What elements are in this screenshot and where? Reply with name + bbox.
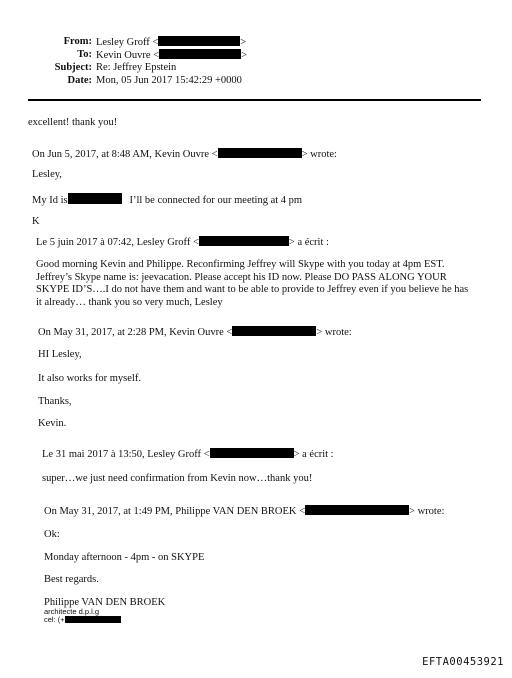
quote-header-text: Le 31 mai 2017 à 13:50, Lesley Groff < [42, 449, 210, 460]
reply-text: excellent! thank you! [28, 117, 118, 128]
kevin-may-line: It also works for myself. [38, 373, 141, 384]
philippe-ok: Ok: [44, 529, 60, 540]
from-close: > [240, 37, 247, 48]
id-suffix: I’ll be connected for our meeting at 4 pm [129, 195, 303, 206]
header-divider [28, 99, 481, 101]
quote-header-text: On Jun 5, 2017, at 8:48 AM, Kevin Ouvre < [32, 149, 218, 160]
philippe-cel [44, 616, 121, 624]
from-name: Lesley Groff < [96, 37, 159, 48]
to-close: > [241, 50, 247, 61]
cel-prefix: cel: (+ [44, 615, 65, 624]
kevin-may-sign: Kevin. [38, 418, 67, 429]
to-label: To: [77, 49, 92, 60]
date-value: Mon, 05 Jun 2017 15:42:29 +0000 [96, 75, 242, 86]
document-stamp: EFTA00453921 [422, 656, 504, 668]
subject-value: Re: Jeffrey Epstein [96, 62, 177, 73]
redaction-bar [68, 193, 122, 204]
lesley-may-line: super…we just need confirmation from Kevin now…thank you! [42, 473, 313, 484]
quote-header-text: > a écrit : [288, 237, 329, 248]
philippe-title: architecte d.p.l.g [44, 607, 100, 616]
philippe-regards: Best regards. [44, 574, 99, 585]
quote-header-kevin-jun5 [32, 148, 337, 161]
redaction-bar [159, 49, 241, 59]
kevin-may-thanks: Thanks, [38, 396, 72, 407]
quote-header-text: > a écrit : [293, 449, 334, 460]
date-label: Date: [67, 75, 92, 86]
quote-header-lesley-may31 [42, 448, 334, 461]
quote-header-text: On May 31, 2017, at 2:28 PM, Kevin Ouvre < [38, 327, 233, 338]
redaction-bar [65, 616, 121, 623]
redaction-bar [232, 326, 316, 336]
redaction-bar [305, 505, 409, 515]
philippe-line: Monday afternoon - 4pm - on SKYPE [44, 552, 205, 563]
redaction-bar [210, 448, 294, 458]
quote-header-kevin-may31 [38, 326, 352, 339]
to-name: Kevin Ouvre < [96, 50, 160, 61]
kevin-sign: K [32, 216, 40, 227]
kevin-greeting: Lesley, [32, 169, 62, 180]
from-value [96, 36, 246, 48]
quote-header-philippe [44, 505, 444, 518]
quote-header-text: > wrote: [301, 149, 337, 160]
quote-header-text: > wrote: [409, 506, 445, 517]
kevin-id-line [32, 193, 302, 207]
to-value [96, 49, 247, 61]
philippe-name: Philippe VAN DEN BROEK [44, 597, 166, 608]
redaction-bar [158, 36, 240, 46]
lesley-message: Good morning Kevin and Philippe. Reconfirming Jeffrey will Skype with you today at 4pm EST. Jeffrey’s Skype name is: jeevacation. Please accept his ID now. Please DO PASS ALONG YOUR SKYPE ID’S….I do not have them and want to be able to provide to Jeffrey even if you believe he has it already… thank you so very much, Lesley [36, 259, 469, 308]
from-label: From: [63, 36, 92, 47]
quote-header-text: > wrote: [316, 327, 352, 338]
quote-header-lesley-jun5 [36, 236, 329, 249]
id-prefix: My Id is [32, 195, 68, 206]
redaction-bar [199, 236, 289, 246]
subject-label: Subject: [54, 62, 92, 73]
quote-header-text: Le 5 juin 2017 à 07:42, Lesley Groff < [36, 237, 199, 248]
quote-header-text: On May 31, 2017, at 1:49 PM, Philippe VAN DEN BROEK < [44, 506, 306, 517]
kevin-may-greeting: HI Lesley, [38, 349, 82, 360]
redaction-bar [218, 148, 302, 158]
